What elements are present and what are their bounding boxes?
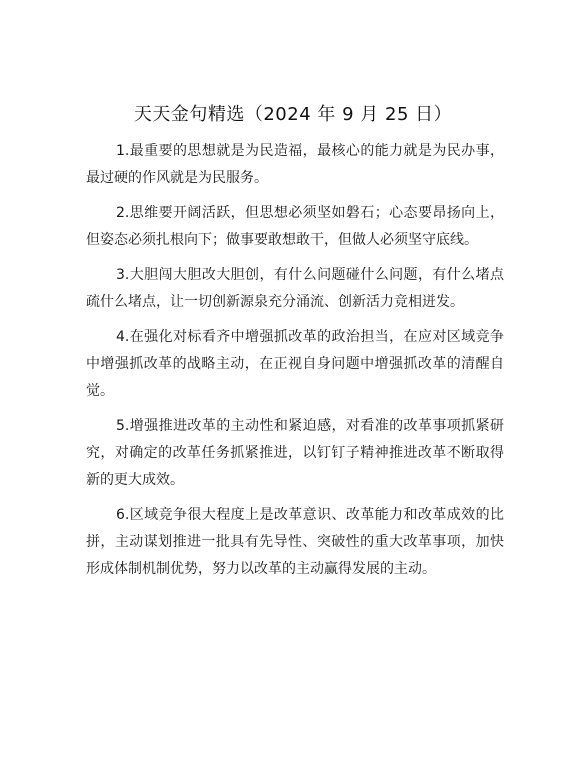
document-title: 天天金句精选（2024 年 9 月 25 日）: [133, 104, 453, 125]
paragraph-3: 3.大胆闯大胆改大胆创，有什么问题碰什么问题，有什么堵点疏什么堵点，让一切创新源泉充分涌流、创新活力竞相迸发。: [86, 267, 504, 310]
paragraph-6: 6.区域竞争很大程度上是改革意识、改革能力和改革成效的比拼，主动谋划推进一批具有先导性、突破性的重大改革事项，加快形成体制机制优势，努力以改革的主动赢得发展的主动。: [86, 507, 504, 577]
paragraph-1: 1.最重要的思想就是为民造福，最核心的能力就是为民办事，最过硬的作风就是为民服务。: [86, 143, 504, 186]
paragraph-2: 2.思维要开阔活跃，但思想必须坚如磐石；心态要昂扬向上，但姿态必须扎根向下；做事要敢想敢干，但做人必须坚守底线。: [86, 205, 504, 248]
document-body: [86, 138, 504, 591]
paragraph-5: 5.增强推进改革的主动性和紧迫感，对看准的改革事项抓紧研究，对确定的改革任务抓紧推进，以钉钉子精神推进改革不断取得新的更大成效。: [86, 418, 504, 488]
paragraph-4: 4.在强化对标看齐中增强抓改革的政治担当，在应对区域竞争中增强抓改革的战略主动，在正视自身问题中增强抓改革的清醒自觉。: [86, 329, 504, 399]
